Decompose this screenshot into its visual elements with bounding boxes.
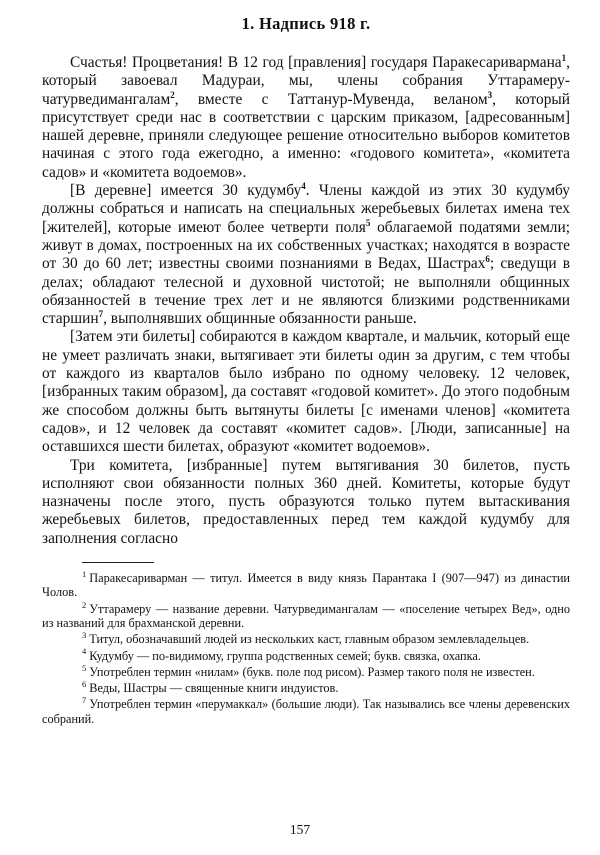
footnote-number: 6 [82,679,87,689]
footnote-text: Паракесариварман — титул. Имеется в виду князь Парантака I (907—947) из династии Чолов. [42,571,570,600]
footnote-number: 4 [82,646,87,657]
footnote-5 [42,662,570,679]
footnote-number: 2 [82,599,87,610]
paragraph-3 [42,328,570,456]
text-run: [В деревне] имеется 30 кудумбу [70,182,302,200]
footnote-ref: 3 [487,89,493,100]
text-run: [Затем эти билеты] собираются в каждом квартале, и мальчик, который еще не умеет различать знаки, вытягивает эти билеты один за другим, с тем чтобы от каждого из кварталов было избрано по одному человеку. 12 человек, [избранных таким образом], да составят «годовой комитет». До этого подобным же способом должны быть вытянуты билеты [с именами членов] «комитета садов», и 12 человек да составят «комитет садов». [Люди, записанные] на оставшихся шести билетах, образуют «комитет водоемов». [42,328,570,456]
footnote-6 [42,681,570,695]
footnote-text: Титул, обозначавший людей из нескольких каст, главным образом землевладельцев. [89,632,530,647]
footnote-ref: 4 [301,180,306,191]
footnote-7 [42,697,570,726]
footnote-3 [42,632,570,646]
footnote-1 [42,568,570,600]
main-text [42,54,570,548]
text-run: ; сведущи в делах; обладают телесной и духовной чистотой; не выполняли общинных обязанностей в течение трех лет и не являются близкими родственниками старшин [42,255,570,328]
footnote-number: 3 [82,630,87,641]
paragraph-4 [42,457,570,548]
footnotes [42,568,570,726]
footnote-text: Употреблен термин «нилам» (букв. поле под рисом). Размер такого поля не известен. [89,664,535,679]
footnote-text: Кудумбу — по-видимому, группа родственных семей; букв. связка, охапка. [89,648,481,663]
footnote-text: Уттарамеру — название деревни. Чатурведимангалам — «поселение четырех Вед», одно из названий для брахманской деревни. [42,601,570,630]
footnote-divider [82,562,154,563]
text-run: Счастья! Процветания! В 12 год [правления] государя Паракесаривармана [70,54,562,71]
page-number: 157 [289,822,311,837]
footnote-ref: 5 [365,217,371,228]
footnote-number: 1 [82,568,87,579]
footnote-2 [42,599,570,631]
paragraph-2 [42,182,570,328]
text-run: , который присутствует среди нас в соответствии с царским приказом, [адресованным] нашей деревне, приняли следующее решение относительно выборов комитетов начиная с этого года ежегодно, а именно: «годового комитета», «комитета садов» и «комитета водоемов». [42,90,570,181]
text-run: , который завоевал Мадураи, мы, члены собрания Уттарамеру-чатурведимангалам [42,54,570,108]
text-run: Три комитета, [избранные] путем вытягивания 30 билетов, пусть исполняют свои обязанности полных 360 дней. Комитеты, которые будут назначены после этого, пусть образуются только путем вытаскивания жеребьевых билетов, предоставленных перед тем каждой кудумбу для заполнения согласно [42,456,570,547]
footnote-ref: 1 [561,52,567,63]
footnote-ref: 2 [170,89,175,100]
footnote-ref: 7 [98,309,104,320]
text-run: , выполнявших общинные обязанности раньше. [103,310,417,328]
footnote-text: Употреблен термин «перумаккал» (большие люди). Так назывались все члены деревенских собраний. [42,697,570,726]
text-run: . Члены каждой из этих 30 кудумбу должны собраться и написать на специальных жеребьевых билетах имена тех [жителей], которые имеют более четверти поля [42,182,570,236]
paragraph-1 [42,54,570,182]
footnote-number: 7 [82,695,87,706]
text-run: , вместе с Таттанур-Мувенда, веланом [174,90,488,108]
footnote-ref: 6 [485,254,490,265]
inscription-title: 1. Надпись 918 г. [241,14,371,33]
footnote-number: 5 [82,662,87,673]
text-run: облагаемой податями земли; живут в домах, построенных на их собственных участках; находятся в возрасте от 30 до 60 лет; известны своими познаниями в Ведах, Шастрах [42,218,570,273]
footnote-text: Веды, Шастры — священные книги индуистов. [89,681,339,696]
footnote-4 [42,646,570,663]
